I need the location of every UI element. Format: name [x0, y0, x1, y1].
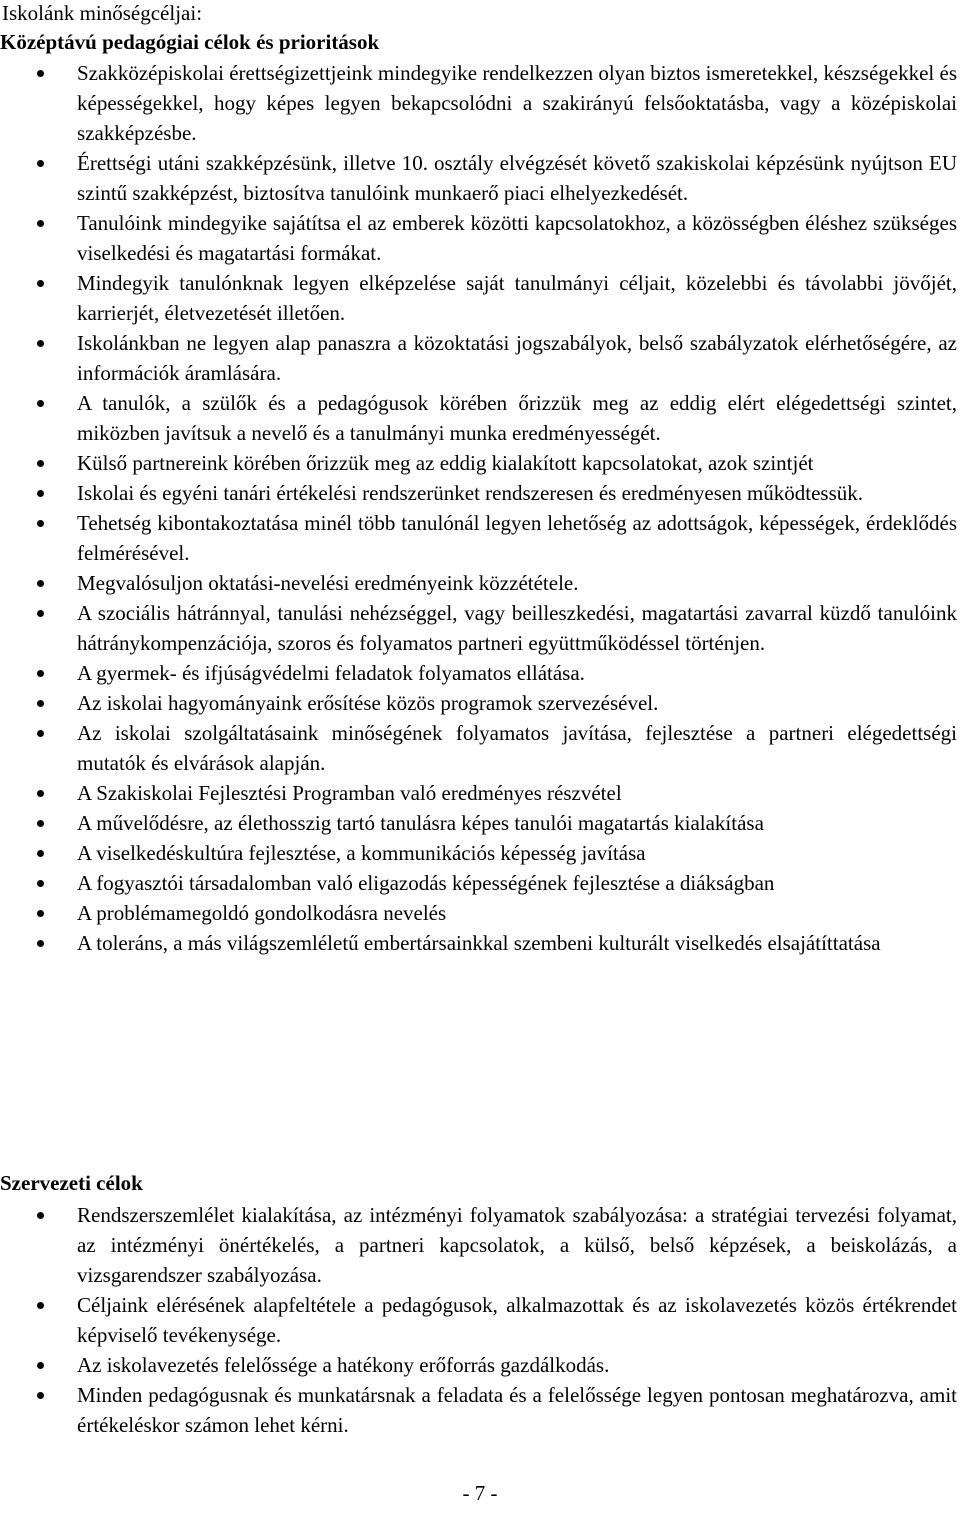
bullet-icon — [37, 400, 44, 407]
list-item: A tanulók, a szülők és a pedagógusok körében őrizzük meg az eddig elért elégedettségi szintet, miközben javítsuk a nevelő és a tanulmányi munka eredményességét. — [0, 388, 957, 448]
list-item: Rendszerszemlélet kialakítása, az intézményi folyamatok szabályozása: a stratégiai tervezési folyamat, az intézményi önértékelés, a partneri kapcsolatok, a külső, belső képzések, a beiskolázás, a vizsgarendszer szabályozása. — [0, 1200, 957, 1290]
list-item: Tehetség kibontakoztatása minél több tanulónál legyen lehetőség az adottságok, képességek, érdeklődés felmérésével. — [0, 508, 957, 568]
list-item: A fogyasztói társadalomban való eligazodás képességének fejlesztése a diákságban — [0, 868, 957, 898]
list-item: A toleráns, a más világszemléletű embertársainkkal szembeni kulturált viselkedés elsajátíttatása — [0, 928, 957, 958]
bullet-icon — [37, 790, 44, 797]
list-item: A gyermek- és ifjúságvédelmi feladatok folyamatos ellátása. — [0, 658, 957, 688]
list-item: A Szakiskolai Fejlesztési Programban való eredményes részvétel — [0, 778, 957, 808]
bullet-icon — [37, 610, 44, 617]
bullet-icon — [37, 490, 44, 497]
bullet-icon — [37, 880, 44, 887]
bullet-icon — [37, 820, 44, 827]
bullet-icon — [37, 1392, 44, 1399]
bullet-icon — [37, 520, 44, 527]
bullet-icon — [37, 670, 44, 677]
section2-bullet-list — [0, 1200, 957, 1440]
list-item: Külső partnereink körében őrizzük meg az eddig kialakított kapcsolatokat, azok szintjét — [0, 448, 957, 478]
list-item: Iskolai és egyéni tanári értékelési rendszerünket rendszeresen és eredményesen működtessük. — [0, 478, 957, 508]
intro-heading: Iskolánk minőségcéljai: — [2, 1, 203, 25]
list-item: Minden pedagógusnak és munkatársnak a feladata és a felelőssége legyen pontosan meghatározva, amit értékeléskor számon lehet kérni. — [0, 1380, 957, 1440]
bullet-icon — [37, 730, 44, 737]
bullet-icon — [37, 580, 44, 587]
list-item: A viselkedéskultúra fejlesztése, a kommunikációs képesség javítása — [0, 838, 957, 868]
bullet-icon — [37, 850, 44, 857]
bullet-icon — [37, 340, 44, 347]
list-item: Tanulóink mindegyike sajátítsa el az emberek közötti kapcsolatokhoz, a közösségben éléshez szükséges viselkedési és magatartási formákat. — [0, 208, 957, 268]
section2-title: Szervezeti célok — [0, 1171, 143, 1195]
bullet-icon — [37, 700, 44, 707]
bullet-icon — [37, 910, 44, 917]
list-item: A problémamegoldó gondolkodásra nevelés — [0, 898, 957, 928]
bullet-icon — [37, 1302, 44, 1309]
list-item: Mindegyik tanulónknak legyen elképzelése saját tanulmányi céljait, közelebbi és távolabbi jövőjét, karrierjét, életvezetését illetően. — [0, 268, 957, 328]
section1-bullet-list — [0, 58, 957, 958]
bullet-icon — [37, 220, 44, 227]
bullet-icon — [37, 1212, 44, 1219]
bullet-icon — [37, 160, 44, 167]
list-item: A művelődésre, az élethosszig tartó tanulásra képes tanulói magatartás kialakítása — [0, 808, 957, 838]
list-item: Az iskolai szolgáltatásaink minőségének folyamatos javítása, fejlesztése a partneri elégedettségi mutatók és elvárások alapján. — [0, 718, 957, 778]
bullet-icon — [37, 460, 44, 467]
list-item: Megvalósuljon oktatási-nevelési eredményeink közzététele. — [0, 568, 957, 598]
bullet-icon — [37, 70, 44, 77]
list-item: Érettségi utáni szakképzésünk, illetve 10. osztály elvégzését követő szakiskolai képzésünk nyújtson EU szintű szakképzést, biztosítva tanulóink munkaerő piaci elhelyezkedését. — [0, 148, 957, 208]
bullet-icon — [37, 280, 44, 287]
list-item: A szociális hátránnyal, tanulási nehézséggel, vagy beilleszkedési, magatartási zavarral küzdő tanulóink hátránykompenzációja, szoros és folyamatos partneri együttműködéssel történjen. — [0, 598, 957, 658]
list-item: Céljaink elérésének alapfeltétele a pedagógusok, alkalmazottak és az iskolavezetés közös értékrendet képviselő tevékenysége. — [0, 1290, 957, 1350]
bullet-icon — [37, 1362, 44, 1369]
list-item: Az iskolavezetés felelőssége a hatékony erőforrás gazdálkodás. — [0, 1350, 957, 1380]
list-item: Iskolánkban ne legyen alap panaszra a közoktatási jogszabályok, belső szabályzatok elérhetőségére, az információk áramlására. — [0, 328, 957, 388]
bullet-icon — [37, 940, 44, 947]
list-item: Az iskolai hagyományaink erősítése közös programok szervezésével. — [0, 688, 957, 718]
list-item: Szakközépiskolai érettségizettjeink mindegyike rendelkezzen olyan biztos ismeretekkel, készségekkel és képességekkel, hogy képes legyen bekapcsolódni a szakirányú felsőoktatásba, vagy a középiskolai szakképzésbe. — [0, 58, 957, 148]
page-number: - 7 - — [462, 1481, 498, 1505]
section1-title: Középtávú pedagógiai célok és prioritások — [0, 30, 380, 54]
